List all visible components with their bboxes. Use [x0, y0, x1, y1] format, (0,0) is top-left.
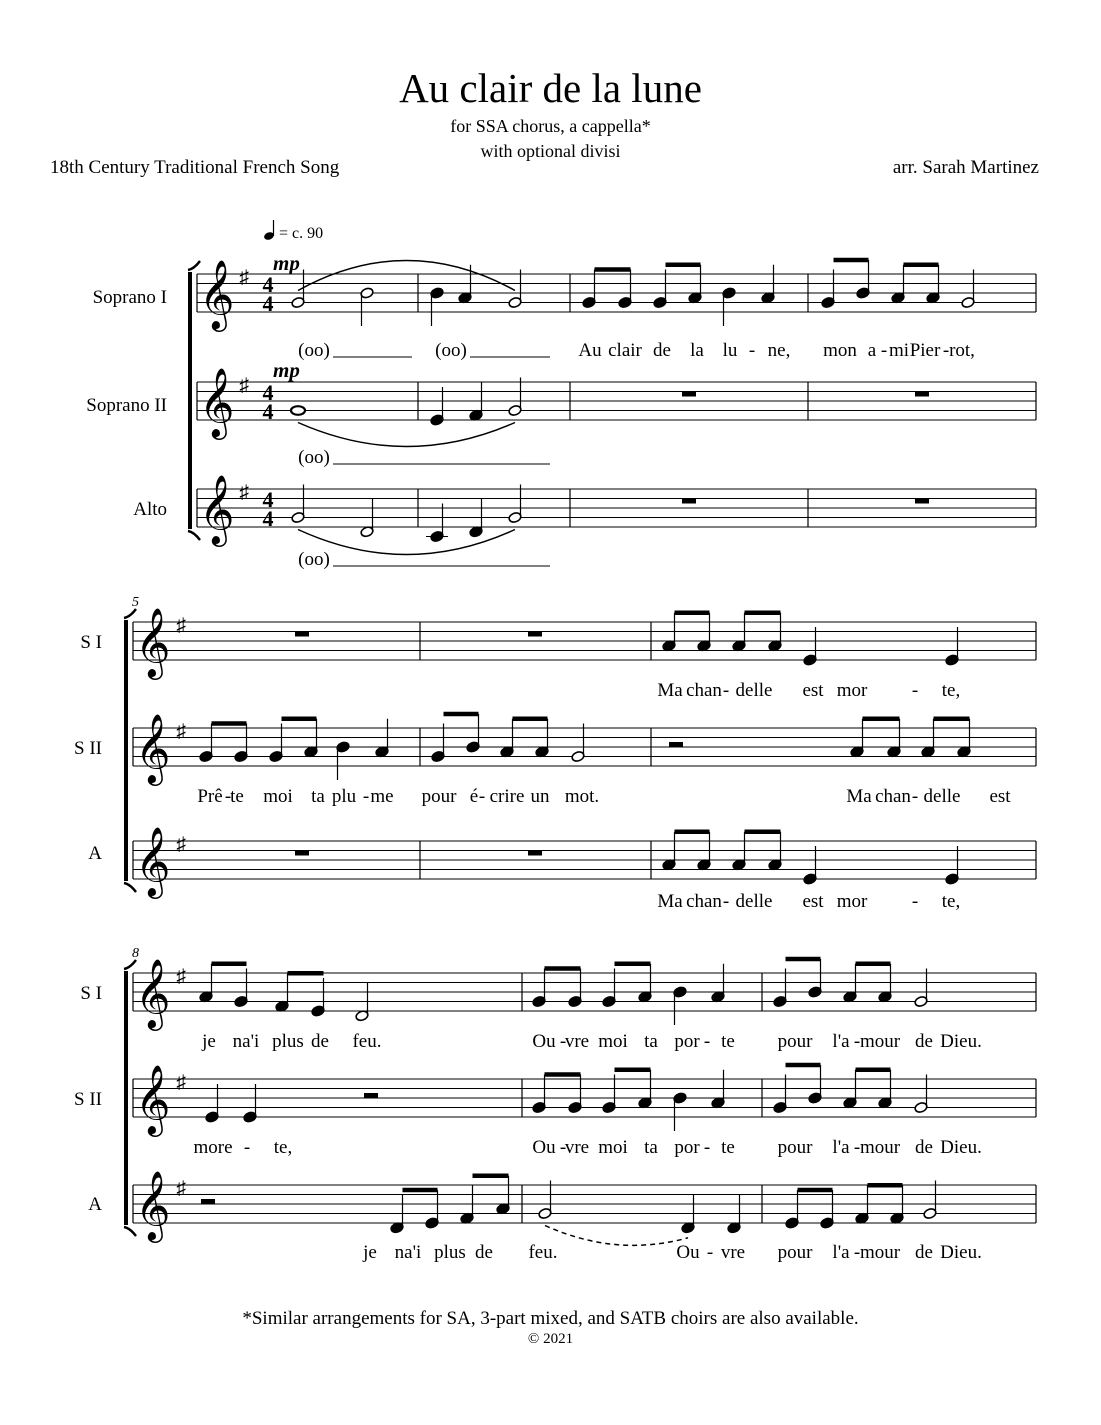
lyric-syllable: -	[559, 1031, 567, 1052]
treble-clef-icon: 𝄞	[135, 715, 171, 782]
part-label: Alto	[133, 499, 167, 520]
lyric-syllable: (oo)	[435, 340, 467, 361]
phrase-slur	[298, 423, 515, 447]
lyric-syllable: me	[370, 786, 394, 807]
key-signature-sharp-icon: ♯	[176, 834, 186, 855]
copyright: © 2021	[527, 1331, 574, 1347]
soprano-2-staff	[197, 382, 1036, 420]
lyric-syllable: l'a	[832, 1137, 850, 1158]
lyric-syllable: plus	[272, 1031, 304, 1052]
lyric-syllable: pour	[777, 1137, 813, 1158]
lyric-syllable: est	[802, 680, 824, 701]
whole-rest	[295, 632, 309, 637]
lyric-syllable: je	[363, 1242, 377, 1263]
lyric-syllable: crire	[489, 786, 525, 807]
key-signature-sharp-icon: ♯	[176, 1178, 186, 1199]
lyric-syllable: te	[230, 786, 244, 807]
soprano-1-staff-system-2	[133, 622, 1036, 660]
lyric-syllable: -	[942, 340, 950, 361]
lyric-syllable: -	[559, 1137, 567, 1158]
part-label: S II	[74, 738, 102, 759]
time-signature-numerator: 4	[262, 272, 274, 297]
lyric-syllable: Ma	[657, 680, 683, 701]
lyric-syllable: moi	[598, 1137, 628, 1158]
lyric-syllable: la	[690, 340, 704, 361]
lyric-syllable: pour	[777, 1242, 813, 1263]
arranger-credit: arr. Sarah Martinez	[892, 157, 1039, 178]
treble-clef-icon: 𝄞	[199, 476, 235, 543]
whole-rest	[528, 632, 542, 637]
lyric-syllable: -	[362, 786, 370, 807]
lyric-syllable: more	[193, 1137, 233, 1158]
whole-note	[291, 406, 305, 415]
lyric-syllable: (oo)	[298, 340, 330, 361]
lyric-syllable: Ma	[657, 891, 683, 912]
lyric-syllable: -	[703, 1137, 711, 1158]
lyric-syllable: é	[469, 786, 479, 807]
lyric-syllable: Au	[578, 340, 602, 361]
lyric-syllable: moi	[598, 1031, 628, 1052]
phrase-slur	[298, 261, 515, 291]
lyric-syllable: Ou	[532, 1137, 556, 1158]
lyric-syllable: mot.	[564, 786, 600, 807]
lyric-syllable: na'i	[394, 1242, 422, 1263]
key-signature-sharp-icon: ♯	[176, 1072, 186, 1093]
lyric-syllable: na'i	[232, 1031, 260, 1052]
lyric-syllable: de	[653, 340, 671, 361]
lyric-syllable: est	[802, 891, 824, 912]
lyric-syllable: Dieu.	[940, 1031, 982, 1052]
part-label: S I	[80, 632, 102, 653]
lyric-syllable: -	[853, 1031, 861, 1052]
lyric-syllable: delle	[735, 891, 773, 912]
lyric-syllable: -	[911, 680, 919, 701]
dynamic-mp: mp	[273, 358, 300, 382]
lyric-syllable: rot,	[949, 340, 975, 361]
time-signature-numerator: 4	[262, 487, 274, 512]
lyric-syllable: a	[867, 340, 877, 361]
lyric-syllable: -	[722, 680, 730, 701]
half-rest	[669, 742, 683, 747]
treble-clef-icon: 𝄞	[135, 1066, 171, 1133]
lyric-syllable: de	[915, 1031, 933, 1052]
lyric-syllable: -	[243, 1137, 251, 1158]
lyric-syllable: -	[911, 891, 919, 912]
measure-number: 8	[132, 946, 139, 961]
dashed-tie	[545, 1226, 688, 1246]
lyric-syllable: delle	[923, 786, 961, 807]
whole-rest	[295, 851, 309, 856]
treble-clef-icon: 𝄞	[199, 369, 235, 436]
composer-credit: 18th Century Traditional French Song	[50, 157, 340, 178]
lyric-syllable: por	[674, 1031, 700, 1052]
lyric-syllable: feu.	[528, 1242, 558, 1263]
treble-clef-icon: 𝄞	[199, 261, 235, 328]
soprano-1-staff	[197, 274, 1036, 312]
lyric-syllable: -	[748, 340, 756, 361]
treble-clef-icon: 𝄞	[135, 960, 171, 1027]
subtitle-divisi: with optional divisi	[480, 141, 621, 161]
lyric-syllable: plu	[331, 786, 357, 807]
lyric-syllable: lu	[722, 340, 738, 361]
alto-staff-system-2	[133, 841, 1036, 879]
lyric-syllable: Ma	[846, 786, 872, 807]
lyric-syllable: te	[721, 1031, 735, 1052]
lyric-syllable: mor	[836, 680, 868, 701]
lyric-syllable: chan	[686, 680, 722, 701]
lyric-syllable: feu.	[352, 1031, 382, 1052]
lyric-syllable: ta	[644, 1137, 658, 1158]
lyric-syllable: mon	[823, 340, 857, 361]
lyric-syllable: est	[989, 786, 1011, 807]
lyric-syllable: -	[478, 786, 486, 807]
lyric-syllable: chan	[686, 891, 722, 912]
key-signature-sharp-icon: ♯	[176, 615, 186, 636]
whole-rest	[915, 392, 929, 397]
lyric-syllable: delle	[735, 680, 773, 701]
part-label: Soprano I	[92, 287, 167, 308]
lyric-syllable: plus	[434, 1242, 466, 1263]
dynamic-mp: mp	[273, 251, 300, 275]
lyric-syllable: te,	[941, 891, 961, 912]
lyric-syllable: te	[721, 1137, 735, 1158]
lyric-syllable: de	[475, 1242, 493, 1263]
whole-rest	[528, 851, 542, 856]
lyric-syllable: (oo)	[298, 549, 330, 570]
part-label: S II	[74, 1089, 102, 1110]
soprano-2-staff-system-3	[133, 1079, 1036, 1117]
piece-title: Au clair de la lune	[399, 65, 702, 111]
tempo-marking: = c. 90	[279, 225, 324, 242]
lyric-syllable: l'a	[832, 1242, 850, 1263]
subtitle-voicing: for SSA chorus, a cappella*	[450, 116, 651, 136]
treble-clef-icon: 𝄞	[135, 609, 171, 676]
lyric-syllable: Prê	[197, 786, 223, 807]
alto-staff	[197, 489, 1036, 527]
lyric-syllable: por	[674, 1137, 700, 1158]
key-signature-sharp-icon: ♯	[239, 267, 249, 288]
lyric-syllable: -	[722, 891, 730, 912]
lyric-syllable: mour	[859, 1137, 901, 1158]
lyric-syllable: Ou	[532, 1031, 556, 1052]
lyric-syllable: Pier	[909, 340, 941, 361]
part-label: S I	[80, 983, 102, 1004]
lyric-syllable: de	[915, 1242, 933, 1263]
lyric-syllable: -	[853, 1242, 861, 1263]
lyric-syllable: -	[911, 786, 919, 807]
lyric-syllable: ta	[311, 786, 325, 807]
lyric-syllable: ne,	[767, 340, 791, 361]
lyric-syllable: mour	[859, 1242, 901, 1263]
lyric-syllable: Dieu.	[940, 1137, 982, 1158]
part-label: A	[88, 1194, 102, 1215]
lyric-syllable: te,	[273, 1137, 293, 1158]
time-signature-denominator: 4	[262, 291, 274, 316]
part-label: A	[88, 843, 102, 864]
lyric-syllable: Dieu.	[940, 1242, 982, 1263]
lyric-syllable: je	[202, 1031, 216, 1052]
footnote: *Similar arrangements for SA, 3-part mixed, and SATB choirs are also available.	[242, 1308, 859, 1329]
lyric-syllable: -	[706, 1242, 714, 1263]
lyric-syllable: vre	[720, 1242, 746, 1263]
lyric-syllable: vre	[564, 1031, 590, 1052]
lyric-syllable: de	[311, 1031, 329, 1052]
lyric-syllable: mor	[836, 891, 868, 912]
lyric-syllable: chan	[875, 786, 911, 807]
soprano-1-staff-system-3	[133, 973, 1036, 1011]
lyric-syllable: -	[853, 1137, 861, 1158]
part-label: Soprano II	[86, 395, 167, 416]
half-rest	[201, 1199, 215, 1204]
measure-number: 5	[132, 595, 139, 610]
lyric-syllable: pour	[777, 1031, 813, 1052]
half-rest	[364, 1093, 378, 1098]
key-signature-sharp-icon: ♯	[239, 375, 249, 396]
whole-rest	[682, 499, 696, 504]
lyric-syllable: l'a	[832, 1031, 850, 1052]
whole-rest	[682, 392, 696, 397]
lyric-syllable: ta	[644, 1031, 658, 1052]
time-signature-numerator: 4	[262, 380, 274, 405]
lyric-syllable: un	[530, 786, 550, 807]
lyric-syllable: pour	[421, 786, 457, 807]
lyric-syllable: mi	[888, 340, 910, 361]
lyric-syllable: Ou	[676, 1242, 700, 1263]
phrase-slur	[298, 530, 515, 555]
key-signature-sharp-icon: ♯	[239, 482, 249, 503]
lyric-syllable: de	[915, 1137, 933, 1158]
lyric-syllable: (oo)	[298, 447, 330, 468]
lyric-syllable: moi	[263, 786, 293, 807]
lyric-syllable: te,	[941, 680, 961, 701]
whole-rest	[915, 499, 929, 504]
treble-clef-icon: 𝄞	[135, 828, 171, 895]
key-signature-sharp-icon: ♯	[176, 966, 186, 987]
key-signature-sharp-icon: ♯	[176, 721, 186, 742]
time-signature-denominator: 4	[262, 399, 274, 424]
lyric-syllable: vre	[564, 1137, 590, 1158]
lyric-syllable: -	[224, 786, 232, 807]
time-signature-denominator: 4	[262, 506, 274, 531]
lyric-syllable: clair	[608, 340, 642, 361]
treble-clef-icon: 𝄞	[135, 1172, 171, 1239]
lyric-syllable: -	[703, 1031, 711, 1052]
soprano-2-staff-system-2	[133, 728, 1036, 766]
lyric-syllable: -	[880, 340, 888, 361]
lyric-syllable: mour	[859, 1031, 901, 1052]
